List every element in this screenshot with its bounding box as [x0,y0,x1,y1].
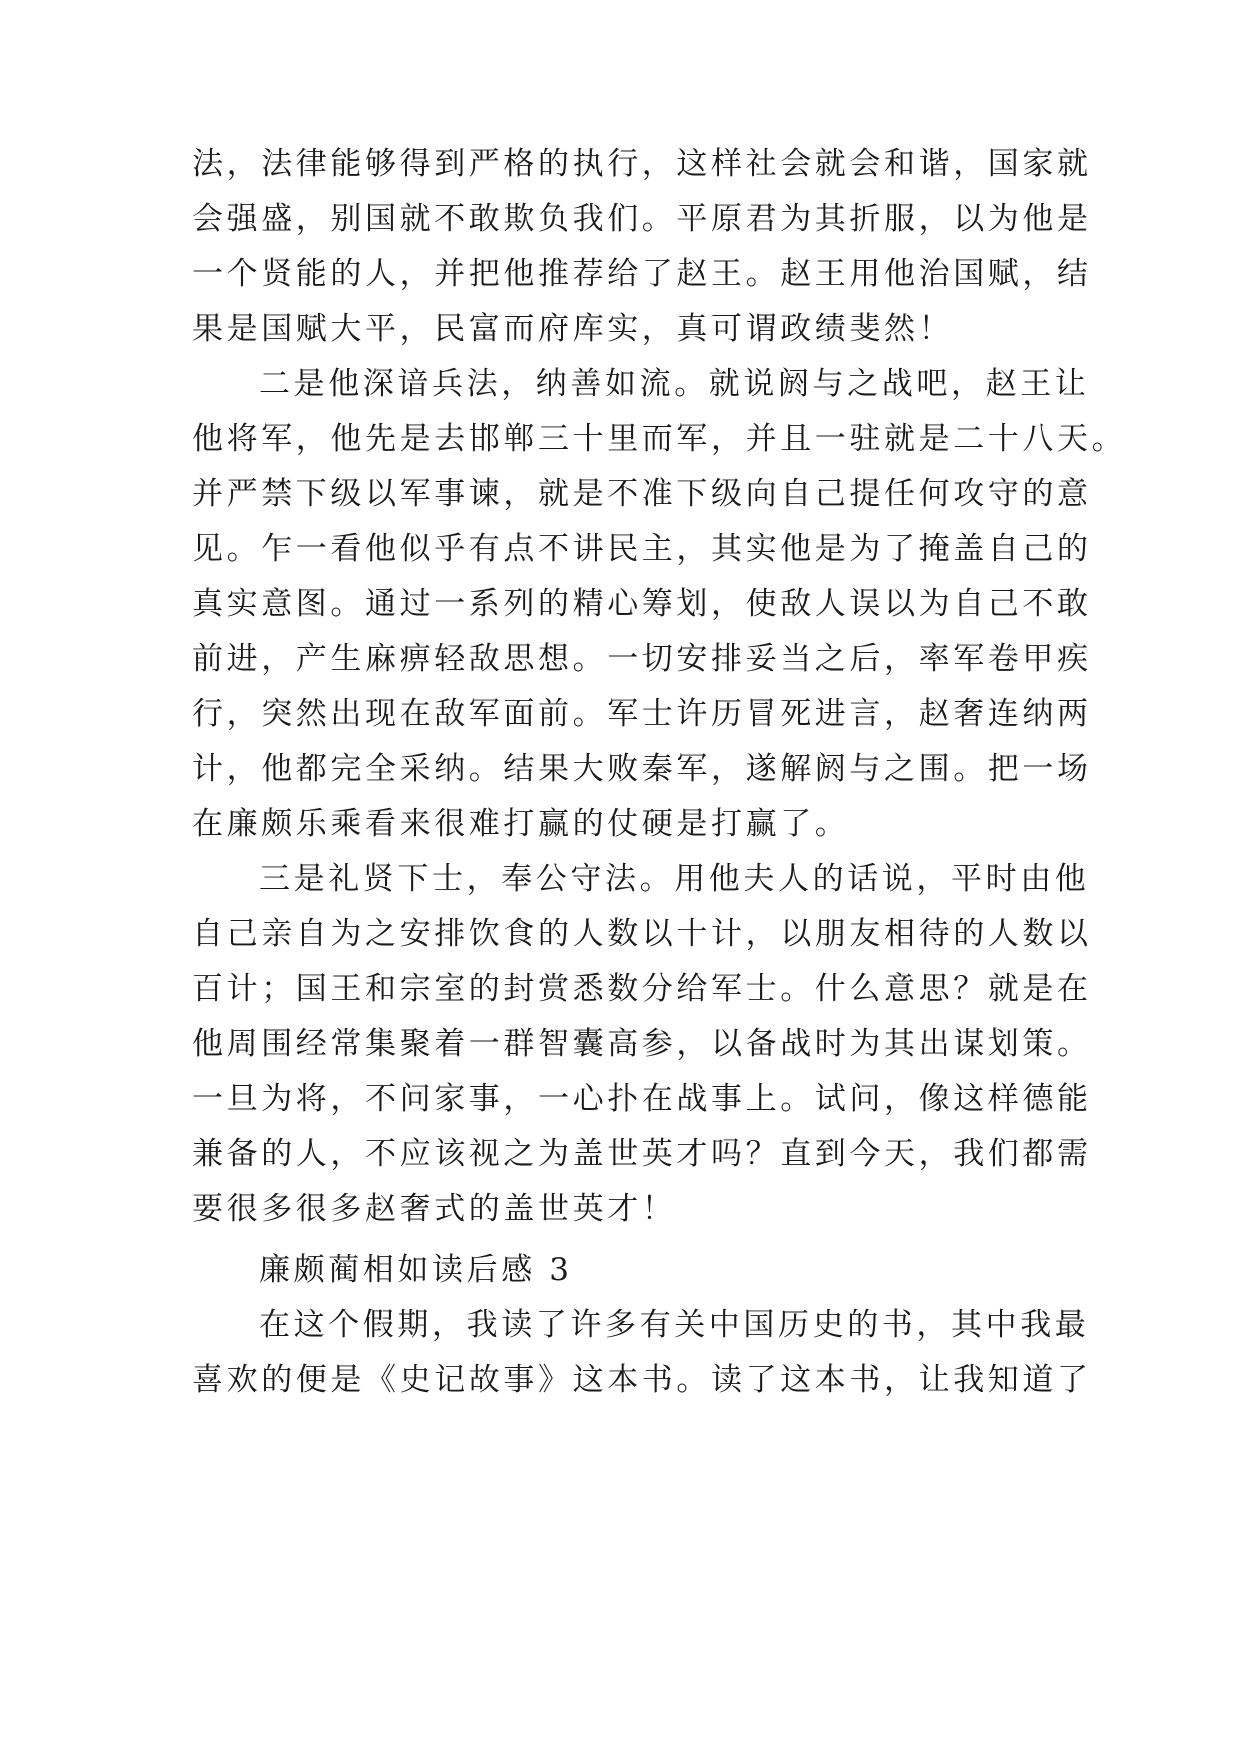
text-line: 并严禁下级以军事谏，就是不准下级向自己提任何攻守的意 [192,476,1092,512]
text-line: 见。乍一看他似乎有点不讲民主，其实他是为了掩盖自己的 [192,531,1092,567]
text-line: 前进，产生麻痹轻敌思想。一切安排妥当之后，率军卷甲疾 [192,641,1092,677]
text-line: 一旦为将，不问家事，一心扑在战事上。试问，像这样德能 [192,1081,1092,1117]
text-line: 法，法律能够得到严格的执行，这样社会就会和谐，国家就 [192,146,1092,182]
text-line: 要很多很多赵奢式的盖世英才！ [192,1191,677,1227]
text-line: 行，突然出现在敌军面前。军士许历冒死进言，赵奢连纳两 [192,696,1092,732]
paragraph-start-line: 二是他深谙兵法，纳善如流。就说阏与之战吧，赵王让 [259,366,1090,402]
text-line: 自己亲自为之安排饮食的人数以十计，以朋友相待的人数以 [192,916,1092,952]
text-line: 百计；国王和宗室的封赏悉数分给军士。什么意思？就是在 [192,971,1092,1007]
text-line: 果是国赋大平，民富而府库实，真可谓政绩斐然！ [192,311,954,347]
text-line: 喜欢的便是《史记故事》这本书。读了这本书，让我知道了 [192,1362,1092,1398]
text-line: 计，他都完全采纳。结果大败秦军，遂解阏与之围。把一场 [192,751,1092,787]
text-line: 他将军，他先是去邯郸三十里而军，并且一驻就是二十八天。 [192,421,1127,457]
text-line: 真实意图。通过一系列的精心筹划，使敌人误以为自己不敢 [192,586,1092,622]
paragraph-start-line: 在这个假期，我读了许多有关中国历史的书，其中我最 [259,1307,1090,1343]
paragraph-start-line: 三是礼贤下士，奉公守法。用他夫人的话说，平时由他 [259,861,1090,897]
text-line: 会强盛，别国就不敢欺负我们。平原君为其折服，以为他是 [192,201,1092,237]
section-title: 廉颇蔺相如读后感 3 [259,1252,573,1288]
text-line: 在廉颇乐乘看来很难打赢的仗硬是打赢了。 [192,806,850,842]
text-line: 一个贤能的人，并把他推荐给了赵王。赵王用他治国赋，结 [192,256,1092,292]
text-line: 他周围经常集聚着一群智囊高参，以备战时为其出谋划策。 [192,1026,1092,1062]
text-line: 兼备的人，不应该视之为盖世英才吗？直到今天，我们都需 [192,1136,1092,1172]
